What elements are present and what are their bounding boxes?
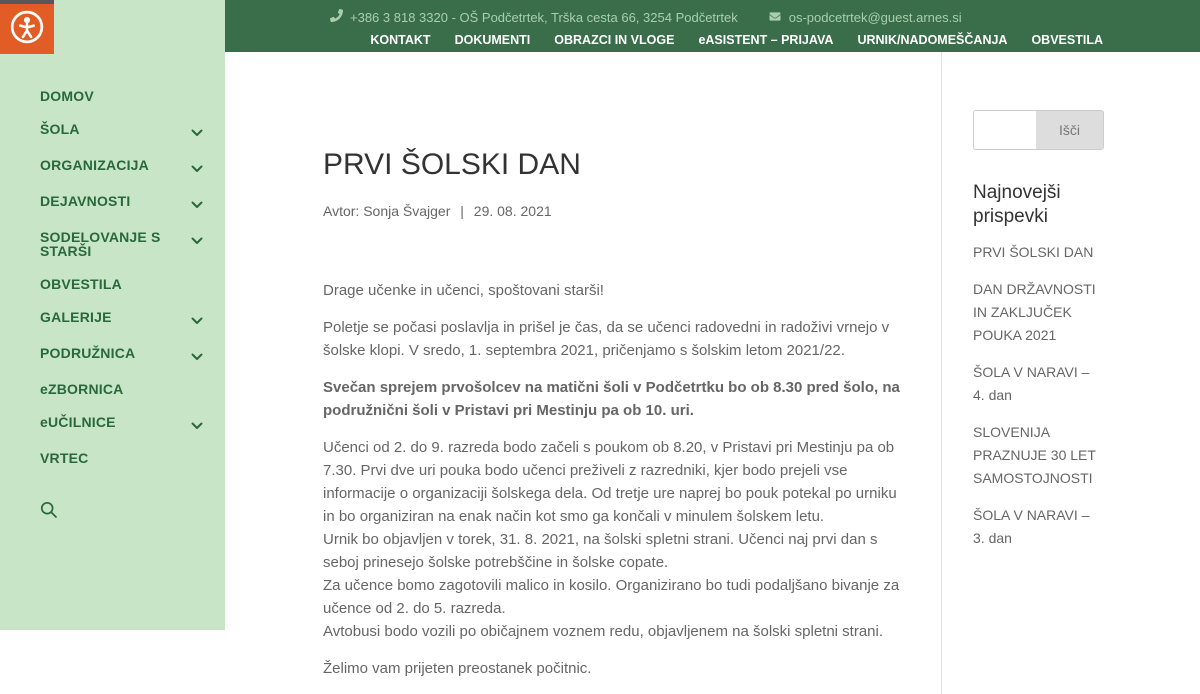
nav-item-obvestila[interactable]: OBVESTILA (1031, 33, 1103, 47)
sidebar-item-label: SODELOVANJE S STARŠI (40, 229, 161, 259)
latest-posts-list (973, 241, 1105, 550)
paragraph-text: Poletje se počasi poslavlja in prišel je čas, da se učenci radovedni in radoživi vrnejo v šolske klopi. V sredo, 1. septembra 2021, pričenjamo s šolskim letom 2021/22. (323, 319, 890, 359)
sidebar-item-label: ORGANIZACIJA (40, 157, 149, 173)
sidebar-item-label: ŠOLA (40, 121, 80, 137)
search-button[interactable]: Išči (1036, 111, 1103, 149)
sidebar-item-label: GALERIJE (40, 309, 112, 325)
paragraph-text: Drage učenke in učenci, spoštovani starši! (323, 282, 604, 299)
article (323, 149, 903, 694)
accessibility-icon (9, 9, 45, 50)
top-nav (225, 25, 1200, 47)
email-contact[interactable] (768, 10, 962, 25)
meta-author-link[interactable]: Sonja Švajger (363, 203, 451, 219)
paragraph-text: Urnik bo objavljen v torek, 31. 8. 2021, na šolski spletni strani. Učenci naj prvi dan s seboj prinesejo šolske potrebščine in šolske copate. (323, 531, 878, 571)
phone-contact (330, 9, 738, 25)
sidebar-item-ezbornica[interactable] (40, 382, 203, 396)
accessibility-button[interactable] (0, 0, 54, 54)
search-input[interactable] (974, 111, 1036, 149)
chevron-down-icon[interactable] (191, 349, 203, 363)
chevron-down-icon[interactable] (191, 233, 203, 247)
nav-item-kontakt[interactable]: KONTAKT (370, 33, 431, 47)
email-text: os-podcetrtek@guest.arnes.si (788, 9, 962, 25)
post-content (323, 279, 903, 680)
phone-text: +386 3 818 3320 - OŠ Podčetrtek, Trška cesta 66, 3254 Podčetrtek (350, 9, 738, 25)
post-meta (323, 201, 903, 221)
paragraph-text: Avtobusi bodo vozili po običajnem voznem redu, objavljenem na šolski spletni strani. (323, 623, 884, 640)
latest-post-link[interactable]: DAN DRŽAVNOSTI IN ZAKLJUČEK POUKA 2021 (973, 281, 1096, 343)
article-paragraph (323, 316, 903, 362)
meta-date: 29. 08. 2021 (473, 203, 552, 219)
chevron-down-icon[interactable] (191, 161, 203, 175)
sidebar-item-sola[interactable] (40, 122, 203, 139)
search-form (973, 110, 1104, 150)
chevron-down-icon[interactable] (191, 197, 203, 211)
article-paragraph (323, 657, 903, 680)
nav-item-easistent-prijava[interactable]: eASISTENT – PRIJAVA (698, 33, 834, 47)
content-area (225, 52, 1200, 694)
sidebar-item-label: VRTEC (40, 450, 89, 466)
article-paragraph (323, 436, 903, 643)
nav-item-dokumenti[interactable]: DOKUMENTI (454, 33, 531, 47)
sidebar-item-podruznica[interactable] (40, 346, 203, 363)
nav-item-urnik-nadomescanja[interactable]: URNIK/NADOMEŠČANJA (857, 33, 1008, 47)
sidebar-item-organizacija[interactable] (40, 158, 203, 175)
chevron-down-icon[interactable] (191, 313, 203, 327)
latest-post-link[interactable]: ŠOLA V NARAVI – 3. dan (973, 507, 1090, 546)
sidebar-item-galerije[interactable] (40, 310, 203, 327)
sidebar-item-sodelovanje-s-starsi[interactable] (40, 230, 203, 258)
paragraph-text: Želimo vam prijeten preostanek počitnic. (323, 660, 592, 677)
sidebar-item-label: OBVESTILA (40, 276, 122, 292)
chevron-down-icon[interactable] (191, 418, 203, 432)
latest-post-link[interactable]: ŠOLA V NARAVI – 4. dan (973, 364, 1090, 403)
page-title: PRVI ŠOLSKI DAN (323, 148, 581, 181)
left-sidebar (0, 0, 225, 630)
chevron-down-icon[interactable] (191, 125, 203, 139)
top-bar (225, 0, 1200, 52)
sidebar-item-label: eZBORNICA (40, 381, 124, 397)
latest-post-link[interactable]: PRVI ŠOLSKI DAN (973, 244, 1094, 260)
search-icon[interactable] (40, 501, 58, 524)
latest-posts-title: Najnovejši prispevki (973, 182, 1061, 227)
sidebar-item-vrtec[interactable] (40, 451, 203, 465)
sidebar-item-dejavnosti[interactable] (40, 194, 203, 211)
nav-item-obrazci-in-vloge[interactable]: OBRAZCI IN VLOGE (554, 33, 675, 47)
meta-author-prefix: Avtor: (323, 203, 360, 219)
right-sidebar (941, 52, 1105, 694)
paragraph-text: Svečan sprejem prvošolcev na matični šoli v Podčetrtku bo ob 8.30 pred šolo, na podružnični šoli v Pristavi pri Mestinju pa ob 10. uri. (323, 379, 900, 419)
main-column (225, 0, 1200, 677)
top-contact-row (225, 0, 1200, 25)
sidebar-menu (0, 0, 225, 465)
sidebar-item-label: DEJAVNOSTI (40, 193, 131, 209)
article-paragraph (323, 279, 903, 302)
sidebar-item-eucilnice[interactable] (40, 415, 203, 432)
latest-post-link[interactable]: SLOVENIJA PRAZNUJE 30 LET SAMOSTOJNOSTI (973, 424, 1096, 486)
paragraph-text: Učenci od 2. do 9. razreda bodo začeli s poukom ob 8.20, v Pristavi pri Mestinju pa ob 7.30. Prvi dve uri pouka bodo učenci preživeli z razredniki, kjer bodo prejeli vse informacije o organizaciji šolskega dela. Od tretje ure naprej bo pouk potekal po urniku in bo organiziran na enak način kot smo ga končali v minulem šolskem letu. (323, 439, 897, 525)
sidebar-item-domov[interactable] (40, 89, 203, 103)
sidebar-item-label: PODRUŽNICA (40, 345, 136, 361)
meta-separator: | (460, 203, 464, 219)
phone-icon (330, 9, 343, 25)
sidebar-item-label: eUČILNICE (40, 414, 116, 430)
article-paragraph-bold (323, 376, 903, 422)
paragraph-text: Za učence bomo zagotovili malico in kosilo. Organizirano bo tudi podaljšano bivanje za učence od 2. do 5. razreda. (323, 577, 900, 617)
email-icon (768, 10, 782, 25)
sidebar-item-label: DOMOV (40, 88, 94, 104)
sidebar-item-obvestila[interactable] (40, 277, 203, 291)
